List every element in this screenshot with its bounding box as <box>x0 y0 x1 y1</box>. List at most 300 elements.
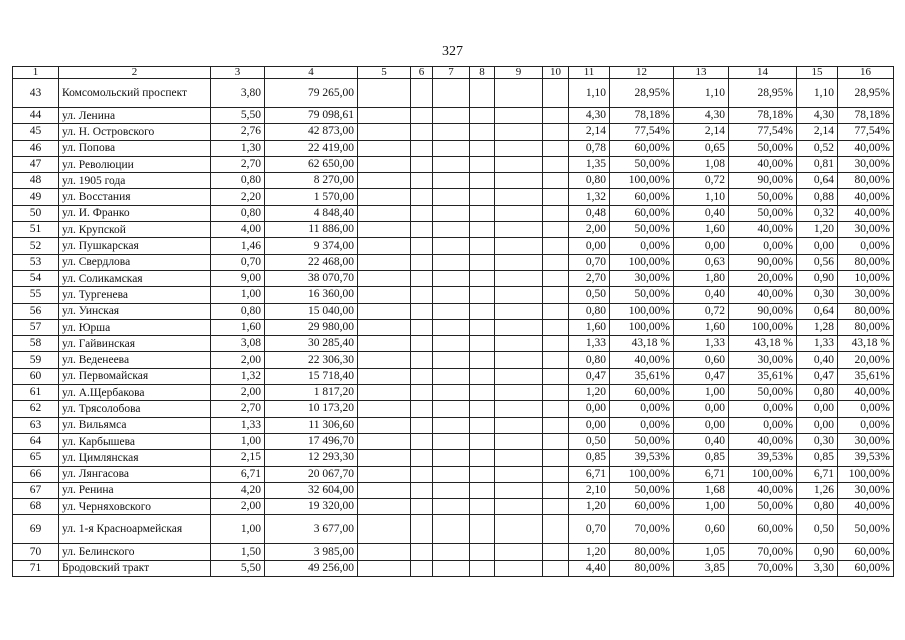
percent-14: 40,00% <box>729 156 797 172</box>
percent-16: 40,00% <box>838 205 894 221</box>
street-name: ул. 1905 года <box>59 173 211 189</box>
table-row <box>13 205 894 221</box>
percent-12: 0,00% <box>610 238 674 254</box>
row-number: 67 <box>13 482 59 498</box>
row-number: 68 <box>13 499 59 515</box>
table-row <box>13 352 894 368</box>
cost: 22 306,30 <box>265 352 358 368</box>
street-name: ул. Карбышева <box>59 433 211 449</box>
percent-14: 90,00% <box>729 173 797 189</box>
empty-cell <box>495 156 543 172</box>
length: 1,33 <box>211 417 265 433</box>
empty-cell <box>358 189 411 205</box>
empty-cell <box>543 368 569 384</box>
percent-12: 43,18 % <box>610 336 674 352</box>
percent-16: 80,00% <box>838 303 894 319</box>
empty-cell <box>543 466 569 482</box>
empty-cell <box>433 270 470 286</box>
empty-cell <box>470 368 495 384</box>
empty-cell <box>470 108 495 124</box>
empty-cell <box>411 173 433 189</box>
row-number: 50 <box>13 205 59 221</box>
value-15: 0,88 <box>797 189 838 205</box>
empty-cell <box>543 544 569 560</box>
value-13: 1,05 <box>674 544 729 560</box>
value-11: 0,80 <box>569 352 610 368</box>
empty-cell <box>470 303 495 319</box>
street-name: ул. Уинская <box>59 303 211 319</box>
percent-12: 40,00% <box>610 352 674 368</box>
column-number-15: 15 <box>797 67 838 79</box>
value-13: 0,00 <box>674 238 729 254</box>
row-number: 52 <box>13 238 59 254</box>
value-13: 1,10 <box>674 79 729 108</box>
empty-cell <box>495 254 543 270</box>
percent-12: 28,95% <box>610 79 674 108</box>
empty-cell <box>495 124 543 140</box>
empty-cell <box>495 173 543 189</box>
length: 4,20 <box>211 482 265 498</box>
cost: 32 604,00 <box>265 482 358 498</box>
percent-16: 50,00% <box>838 515 894 544</box>
empty-cell <box>411 515 433 544</box>
percent-16: 60,00% <box>838 544 894 560</box>
empty-cell <box>543 108 569 124</box>
length: 2,70 <box>211 156 265 172</box>
value-15: 0,00 <box>797 238 838 254</box>
percent-12: 100,00% <box>610 173 674 189</box>
empty-cell <box>433 560 470 576</box>
length: 2,76 <box>211 124 265 140</box>
empty-cell <box>543 270 569 286</box>
row-number: 58 <box>13 336 59 352</box>
value-11: 0,80 <box>569 303 610 319</box>
empty-cell <box>358 401 411 417</box>
value-15: 0,00 <box>797 417 838 433</box>
value-15: 1,10 <box>797 79 838 108</box>
empty-cell <box>470 417 495 433</box>
percent-14: 40,00% <box>729 222 797 238</box>
percent-16: 60,00% <box>838 560 894 576</box>
value-11: 1,20 <box>569 499 610 515</box>
percent-14: 70,00% <box>729 544 797 560</box>
table-row <box>13 222 894 238</box>
column-number-1: 1 <box>13 67 59 79</box>
percent-14: 77,54% <box>729 124 797 140</box>
empty-cell <box>470 336 495 352</box>
table-row <box>13 287 894 303</box>
percent-14: 50,00% <box>729 499 797 515</box>
empty-cell <box>411 287 433 303</box>
empty-cell <box>470 156 495 172</box>
length: 6,71 <box>211 466 265 482</box>
cost: 15 040,00 <box>265 303 358 319</box>
empty-cell <box>433 319 470 335</box>
value-13: 0,85 <box>674 450 729 466</box>
table-row <box>13 189 894 205</box>
percent-16: 43,18 % <box>838 336 894 352</box>
empty-cell <box>433 173 470 189</box>
empty-cell <box>543 515 569 544</box>
percent-14: 50,00% <box>729 140 797 156</box>
cost: 11 306,60 <box>265 417 358 433</box>
empty-cell <box>495 270 543 286</box>
length: 1,00 <box>211 433 265 449</box>
empty-cell <box>543 205 569 221</box>
percent-14: 100,00% <box>729 466 797 482</box>
empty-cell <box>543 352 569 368</box>
cost: 49 256,00 <box>265 560 358 576</box>
value-13: 6,71 <box>674 466 729 482</box>
value-11: 6,71 <box>569 466 610 482</box>
table-row <box>13 303 894 319</box>
empty-cell <box>470 270 495 286</box>
empty-cell <box>358 140 411 156</box>
percent-12: 30,00% <box>610 270 674 286</box>
row-number: 65 <box>13 450 59 466</box>
percent-12: 39,53% <box>610 450 674 466</box>
table-row <box>13 385 894 401</box>
street-name: ул. 1-я Красноармейская <box>59 515 211 544</box>
cost: 4 848,40 <box>265 205 358 221</box>
percent-16: 30,00% <box>838 482 894 498</box>
table-row <box>13 417 894 433</box>
length: 0,80 <box>211 205 265 221</box>
empty-cell <box>411 238 433 254</box>
cost: 29 980,00 <box>265 319 358 335</box>
empty-cell <box>470 222 495 238</box>
empty-cell <box>433 515 470 544</box>
row-number: 44 <box>13 108 59 124</box>
empty-cell <box>495 352 543 368</box>
row-number: 45 <box>13 124 59 140</box>
empty-cell <box>495 108 543 124</box>
empty-cell <box>543 189 569 205</box>
empty-cell <box>358 156 411 172</box>
table-row <box>13 482 894 498</box>
table-row <box>13 319 894 335</box>
percent-16: 40,00% <box>838 189 894 205</box>
row-number: 70 <box>13 544 59 560</box>
empty-cell <box>470 515 495 544</box>
street-name: Комсомольский проспект <box>59 79 211 108</box>
value-13: 0,63 <box>674 254 729 270</box>
value-15: 0,40 <box>797 352 838 368</box>
value-11: 0,00 <box>569 401 610 417</box>
empty-cell <box>543 303 569 319</box>
empty-cell <box>433 124 470 140</box>
empty-cell <box>495 450 543 466</box>
length: 4,00 <box>211 222 265 238</box>
empty-cell <box>495 319 543 335</box>
empty-cell <box>543 140 569 156</box>
empty-cell <box>358 368 411 384</box>
empty-cell <box>358 108 411 124</box>
percent-12: 77,54% <box>610 124 674 140</box>
cost: 1 817,20 <box>265 385 358 401</box>
percent-12: 70,00% <box>610 515 674 544</box>
empty-cell <box>411 560 433 576</box>
row-number: 55 <box>13 287 59 303</box>
empty-cell <box>470 544 495 560</box>
value-13: 0,60 <box>674 515 729 544</box>
value-15: 1,20 <box>797 222 838 238</box>
row-number: 64 <box>13 433 59 449</box>
street-name: ул. Цимлянская <box>59 450 211 466</box>
value-11: 1,20 <box>569 544 610 560</box>
empty-cell <box>433 205 470 221</box>
percent-14: 20,00% <box>729 270 797 286</box>
percent-16: 77,54% <box>838 124 894 140</box>
street-name: ул. Белинского <box>59 544 211 560</box>
empty-cell <box>543 560 569 576</box>
value-11: 2,14 <box>569 124 610 140</box>
percent-16: 40,00% <box>838 499 894 515</box>
empty-cell <box>495 287 543 303</box>
value-13: 1,00 <box>674 499 729 515</box>
value-15: 0,56 <box>797 254 838 270</box>
length: 1,46 <box>211 238 265 254</box>
percent-12: 50,00% <box>610 222 674 238</box>
percent-12: 100,00% <box>610 319 674 335</box>
street-name: ул. А.Щербакова <box>59 385 211 401</box>
percent-16: 30,00% <box>838 433 894 449</box>
percent-16: 10,00% <box>838 270 894 286</box>
column-number-5: 5 <box>358 67 411 79</box>
empty-cell <box>358 466 411 482</box>
percent-16: 80,00% <box>838 319 894 335</box>
value-11: 1,10 <box>569 79 610 108</box>
empty-cell <box>411 417 433 433</box>
value-13: 0,00 <box>674 417 729 433</box>
length: 0,70 <box>211 254 265 270</box>
column-number-12: 12 <box>610 67 674 79</box>
row-number: 69 <box>13 515 59 544</box>
value-13: 0,65 <box>674 140 729 156</box>
percent-16: 40,00% <box>838 140 894 156</box>
percent-14: 90,00% <box>729 254 797 270</box>
empty-cell <box>495 385 543 401</box>
header-row <box>13 67 894 79</box>
empty-cell <box>495 238 543 254</box>
table-row <box>13 79 894 108</box>
table-row <box>13 173 894 189</box>
value-15: 1,26 <box>797 482 838 498</box>
empty-cell <box>433 417 470 433</box>
row-number: 46 <box>13 140 59 156</box>
percent-16: 30,00% <box>838 222 894 238</box>
street-name: ул. И. Франко <box>59 205 211 221</box>
empty-cell <box>433 401 470 417</box>
cost: 19 320,00 <box>265 499 358 515</box>
value-13: 0,40 <box>674 287 729 303</box>
row-number: 71 <box>13 560 59 576</box>
empty-cell <box>411 270 433 286</box>
value-15: 6,71 <box>797 466 838 482</box>
empty-cell <box>495 140 543 156</box>
length: 0,80 <box>211 173 265 189</box>
percent-12: 80,00% <box>610 544 674 560</box>
percent-12: 60,00% <box>610 499 674 515</box>
row-number: 43 <box>13 79 59 108</box>
street-name: ул. Лянгасова <box>59 466 211 482</box>
percent-14: 50,00% <box>729 189 797 205</box>
empty-cell <box>495 368 543 384</box>
empty-cell <box>470 401 495 417</box>
cost: 3 677,00 <box>265 515 358 544</box>
empty-cell <box>358 482 411 498</box>
empty-cell <box>411 254 433 270</box>
street-name: ул. Ренина <box>59 482 211 498</box>
empty-cell <box>433 336 470 352</box>
percent-12: 35,61% <box>610 368 674 384</box>
table-row <box>13 515 894 544</box>
street-name: ул. Соликамская <box>59 270 211 286</box>
table-row <box>13 560 894 576</box>
empty-cell <box>411 222 433 238</box>
table-row <box>13 270 894 286</box>
table-row <box>13 368 894 384</box>
length: 1,00 <box>211 287 265 303</box>
empty-cell <box>543 222 569 238</box>
percent-14: 78,18% <box>729 108 797 124</box>
row-number: 57 <box>13 319 59 335</box>
cost: 11 886,00 <box>265 222 358 238</box>
empty-cell <box>543 433 569 449</box>
value-15: 1,28 <box>797 319 838 335</box>
value-11: 0,47 <box>569 368 610 384</box>
empty-cell <box>411 303 433 319</box>
length: 2,20 <box>211 189 265 205</box>
empty-cell <box>411 319 433 335</box>
value-13: 0,00 <box>674 401 729 417</box>
percent-14: 50,00% <box>729 385 797 401</box>
empty-cell <box>358 124 411 140</box>
empty-cell <box>543 124 569 140</box>
length: 3,08 <box>211 336 265 352</box>
percent-16: 30,00% <box>838 156 894 172</box>
value-13: 3,85 <box>674 560 729 576</box>
percent-16: 0,00% <box>838 238 894 254</box>
empty-cell <box>358 433 411 449</box>
street-name: ул. Гайвинская <box>59 336 211 352</box>
percent-12: 78,18% <box>610 108 674 124</box>
percent-16: 80,00% <box>838 173 894 189</box>
value-15: 3,30 <box>797 560 838 576</box>
empty-cell <box>433 108 470 124</box>
row-number: 51 <box>13 222 59 238</box>
empty-cell <box>470 140 495 156</box>
empty-cell <box>358 238 411 254</box>
empty-cell <box>433 368 470 384</box>
length: 5,50 <box>211 108 265 124</box>
street-name: ул. Ленина <box>59 108 211 124</box>
empty-cell <box>470 482 495 498</box>
row-number: 66 <box>13 466 59 482</box>
value-11: 4,30 <box>569 108 610 124</box>
value-13: 1,80 <box>674 270 729 286</box>
empty-cell <box>433 254 470 270</box>
street-name: ул. Пушкарская <box>59 238 211 254</box>
length: 5,50 <box>211 560 265 576</box>
percent-14: 70,00% <box>729 560 797 576</box>
street-name: ул. Революции <box>59 156 211 172</box>
value-13: 1,60 <box>674 222 729 238</box>
value-13: 1,33 <box>674 336 729 352</box>
value-11: 0,70 <box>569 515 610 544</box>
value-11: 1,35 <box>569 156 610 172</box>
empty-cell <box>358 450 411 466</box>
percent-14: 40,00% <box>729 482 797 498</box>
empty-cell <box>495 499 543 515</box>
empty-cell <box>470 560 495 576</box>
percent-14: 90,00% <box>729 303 797 319</box>
value-13: 1,10 <box>674 189 729 205</box>
empty-cell <box>543 156 569 172</box>
table-row <box>13 336 894 352</box>
empty-cell <box>543 254 569 270</box>
percent-12: 0,00% <box>610 401 674 417</box>
empty-cell <box>495 433 543 449</box>
empty-cell <box>358 254 411 270</box>
value-11: 1,32 <box>569 189 610 205</box>
table-body <box>13 67 894 577</box>
empty-cell <box>411 156 433 172</box>
column-number-9: 9 <box>495 67 543 79</box>
empty-cell <box>358 270 411 286</box>
empty-cell <box>470 385 495 401</box>
empty-cell <box>470 499 495 515</box>
percent-16: 30,00% <box>838 287 894 303</box>
table-row <box>13 450 894 466</box>
percent-14: 0,00% <box>729 417 797 433</box>
row-number: 56 <box>13 303 59 319</box>
value-11: 0,50 <box>569 433 610 449</box>
percent-14: 30,00% <box>729 352 797 368</box>
empty-cell <box>411 385 433 401</box>
empty-cell <box>411 189 433 205</box>
empty-cell <box>495 466 543 482</box>
percent-16: 28,95% <box>838 79 894 108</box>
empty-cell <box>543 238 569 254</box>
row-number: 49 <box>13 189 59 205</box>
table-row <box>13 466 894 482</box>
empty-cell <box>411 450 433 466</box>
value-15: 0,52 <box>797 140 838 156</box>
empty-cell <box>543 336 569 352</box>
value-13: 2,14 <box>674 124 729 140</box>
row-number: 47 <box>13 156 59 172</box>
value-15: 0,64 <box>797 303 838 319</box>
percent-16: 80,00% <box>838 254 894 270</box>
empty-cell <box>470 124 495 140</box>
percent-12: 80,00% <box>610 560 674 576</box>
empty-cell <box>358 499 411 515</box>
length: 9,00 <box>211 270 265 286</box>
cost: 22 468,00 <box>265 254 358 270</box>
percent-12: 100,00% <box>610 466 674 482</box>
empty-cell <box>495 482 543 498</box>
empty-cell <box>470 189 495 205</box>
table-row <box>13 401 894 417</box>
length: 1,32 <box>211 368 265 384</box>
length: 2,00 <box>211 499 265 515</box>
data-table <box>12 66 894 577</box>
value-11: 1,20 <box>569 385 610 401</box>
street-name: ул. Тургенева <box>59 287 211 303</box>
empty-cell <box>358 544 411 560</box>
empty-cell <box>470 450 495 466</box>
